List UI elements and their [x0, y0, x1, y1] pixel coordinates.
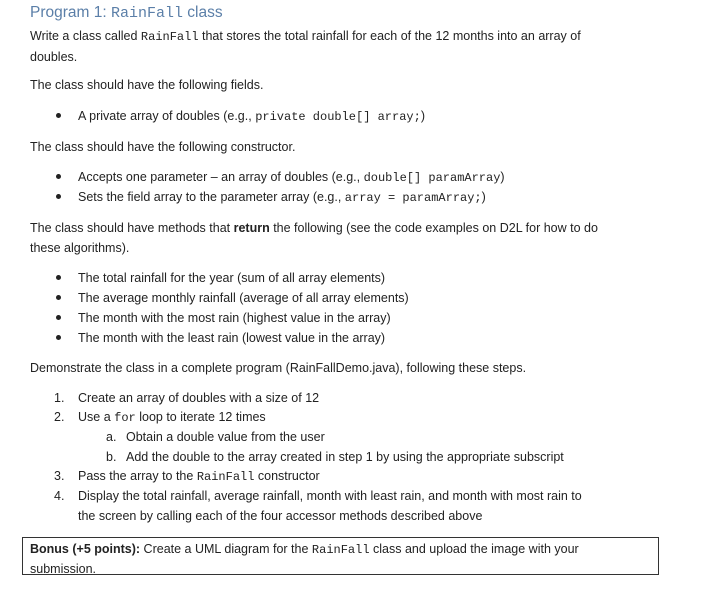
bonus-box: Bonus (+5 points): Create a UML diagram for the RainFall class and upload the image with your submission. [22, 537, 659, 575]
method-bullet: The total rainfall for the year (sum of all array elements) [78, 268, 385, 288]
constructor-bullet: Accepts one parameter – an array of doubles (e.g., double[] paramArray) [78, 167, 505, 188]
step-3: 3. Pass the array to the RainFall constructor [54, 469, 320, 484]
step-1: 1. Create an array of doubles with a size of 12 [54, 391, 320, 405]
method-bullet: The average monthly rainfall (average of all array elements) [78, 288, 409, 308]
methods-heading: The class should have methods that return the following (see the code examples on D2L for how to do these algorithms). [30, 221, 598, 255]
step-4: 4. Display the total rainfall, average rainfall, month with least rain, and month with most rain to the screen by calling each of the four accessor methods described above [54, 489, 582, 523]
fields-heading: The class should have the following fields. [30, 78, 264, 92]
constructor-bullet: Sets the field array to the parameter array (e.g., array = paramArray;) [78, 187, 486, 208]
constructor-heading: The class should have the following constructor. [30, 140, 296, 154]
demo-heading: Demonstrate the class in a complete program (RainFallDemo.java), following these steps. [30, 361, 527, 375]
step-2a: a. Obtain a double value from the user [106, 430, 325, 444]
step-2: 2. Use a for loop to iterate 12 times [54, 410, 266, 425]
method-bullet: The month with the most rain (highest value in the array) [78, 308, 391, 328]
step-2b: b. Add the double to the array created in step 1 by using the appropriate subscript [106, 450, 564, 464]
method-bullet: The month with the least rain (lowest value in the array) [78, 328, 385, 348]
intro-paragraph: Write a class called RainFall that stores the total rainfall for each of the 12 months into an array of doubles. [30, 29, 581, 64]
page-title: Program 1: RainFall class [30, 4, 223, 22]
field-bullet: A private array of doubles (e.g., private double[] array;) [78, 106, 425, 127]
